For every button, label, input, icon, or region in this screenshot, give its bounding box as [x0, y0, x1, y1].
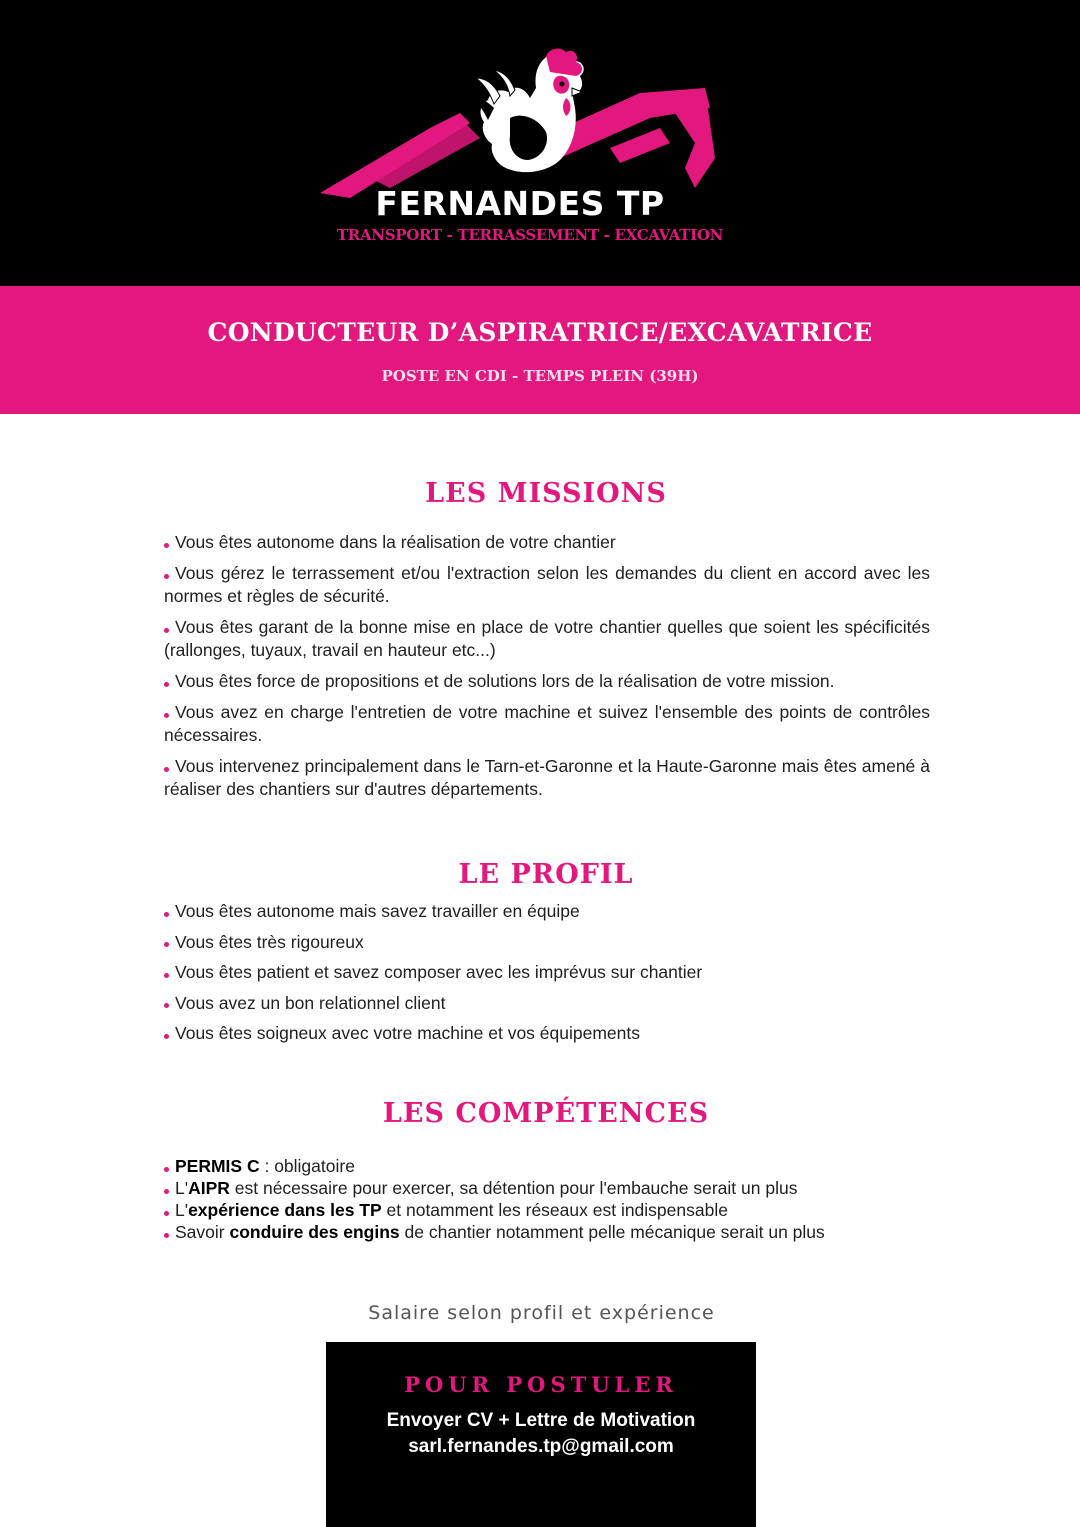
bullet-icon: [164, 1003, 169, 1008]
company-logo: [310, 48, 730, 248]
bullet-icon: [164, 713, 169, 718]
competences-heading: LES COMPÉTENCES: [382, 1098, 710, 1129]
apply-heading: POUR POSTULER: [404, 1372, 678, 1397]
profil-list: [164, 900, 930, 1053]
competence-item: Savoir conduire des engins de chantier notamment pelle mécanique serait un plus: [164, 1221, 930, 1243]
bullet-icon: [164, 574, 169, 579]
job-title: CONDUCTEUR D’ASPIRATRICE/EXCAVATRICE: [207, 318, 873, 347]
bullet-icon: [164, 942, 169, 947]
mission-item: Vous êtes force de propositions et de solutions lors de la réalisation de votre mission.: [164, 670, 930, 693]
bullet-icon: [164, 1167, 169, 1172]
brand-name: FERNANDES TP: [375, 184, 665, 223]
competence-item: PERMIS C : obligatoire: [164, 1155, 930, 1177]
mission-item: Vous êtes garant de la bonne mise en place de votre chantier quelles que soient les spécificités (rallonges, tuyaux, travail en hauteur etc...): [164, 617, 930, 660]
competence-item: L'AIPR est nécessaire pour exercer, sa détention pour l'embauche serait un plus: [164, 1177, 930, 1199]
job-title-banner: [0, 286, 1080, 414]
bullet-icon: [164, 628, 169, 633]
bullet-icon: [164, 543, 169, 548]
brand-tagline: TRANSPORT - TERRASSEMENT - EXCAVATION: [336, 226, 724, 244]
bullet-icon: [164, 767, 169, 772]
mission-item: Vous êtes autonome dans la réalisation de votre chantier: [164, 531, 930, 554]
bullet-icon: [164, 973, 169, 978]
missions-heading: LES MISSIONS: [425, 478, 667, 509]
competence-item: L'expérience dans les TP et notamment les réseaux est indispensable: [164, 1199, 930, 1221]
bullet-icon: [164, 1211, 169, 1216]
header-banner: [0, 0, 1080, 286]
bullet-icon: [164, 1034, 169, 1039]
profil-item: Vous avez un bon relationnel client: [164, 992, 930, 1015]
profil-item: Vous êtes autonome mais savez travailler en équipe: [164, 900, 930, 923]
bullet-icon: [164, 682, 169, 687]
competences-list: [164, 1155, 930, 1243]
mission-item: Vous gérez le terrassement et/ou l'extraction selon les demandes du client en accord avec les normes et règles de sécurité.: [164, 563, 930, 606]
bullet-icon: [164, 1189, 169, 1194]
apply-email[interactable]: sarl.fernandes.tp@gmail.com: [408, 1436, 674, 1457]
mission-item: Vous avez en charge l'entretien de votre machine et suivez l'ensemble des points de contrôles nécessaires.: [164, 702, 930, 745]
profil-item: Vous êtes très rigoureux: [164, 931, 930, 954]
job-contract-type: POSTE EN CDI - TEMPS PLEIN (39H): [381, 367, 699, 385]
bullet-icon: [164, 912, 169, 917]
apply-instructions: Envoyer CV + Lettre de Motivation: [386, 1410, 696, 1431]
bullet-icon: [164, 1233, 169, 1238]
mission-item: Vous intervenez principalement dans le Tarn-et-Garonne et la Haute-Garonne mais êtes amené à réaliser des chantiers sur d'autres départements.: [164, 756, 930, 799]
profil-item: Vous êtes soigneux avec votre machine et vos équipements: [164, 1022, 930, 1045]
missions-list: [164, 531, 930, 809]
apply-box: [326, 1342, 756, 1527]
profil-item: Vous êtes patient et savez composer avec les imprévus sur chantier: [164, 961, 930, 984]
profil-heading: LE PROFIL: [458, 859, 634, 890]
salary-note: Salaire selon profil et expérience: [368, 1302, 715, 1324]
